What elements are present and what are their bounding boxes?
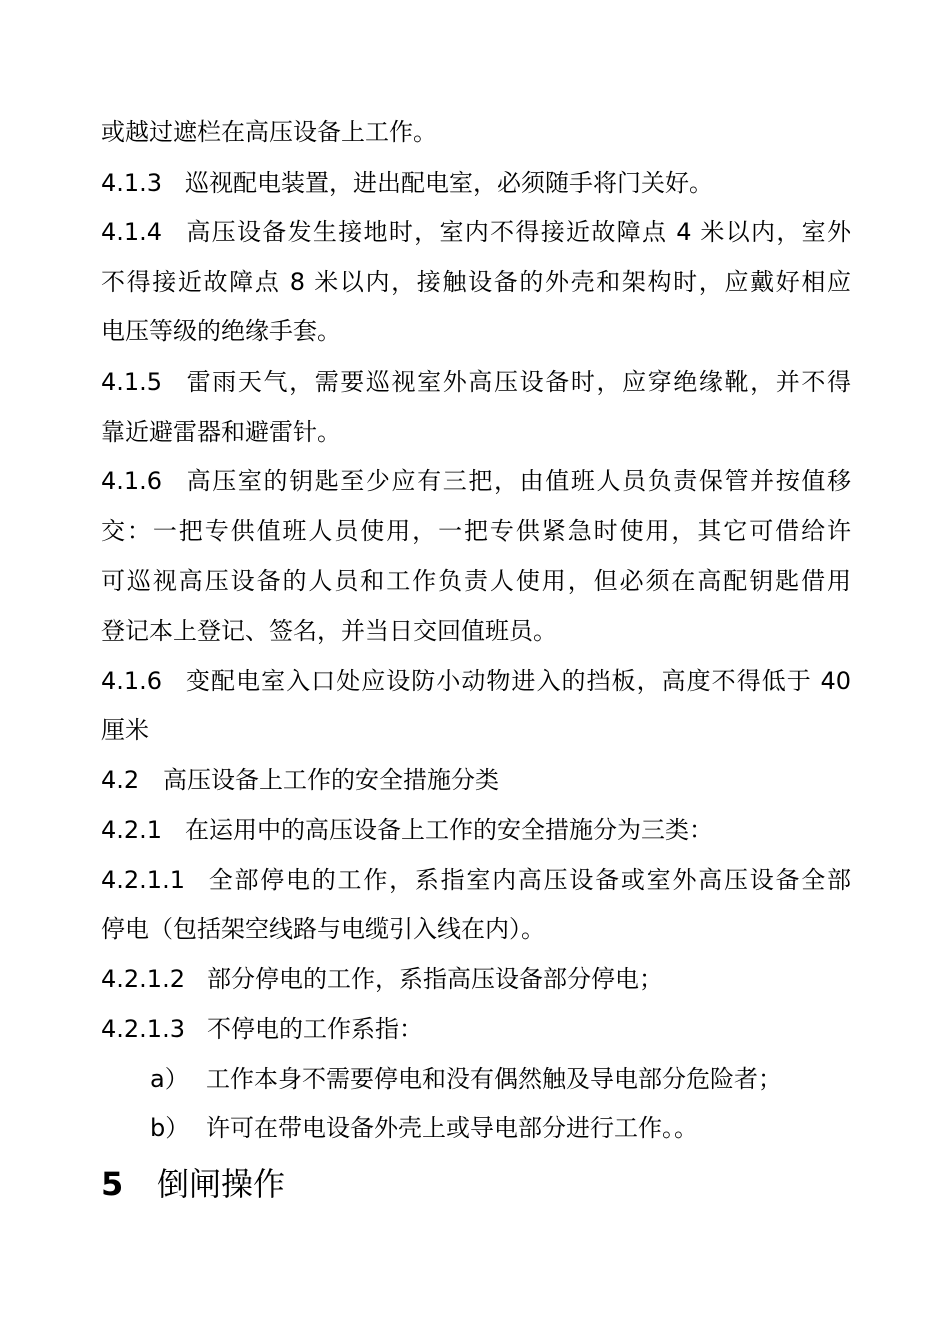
list-item-label: b） [150,1114,190,1142]
clause-text: 高压设备发生接地时，室内不得接近故障点 4 米以内，室外 [185,218,851,246]
chapter-number: 5 [101,1165,124,1203]
clause-text: 部分停电的工作，系指高压设备部分停电； [207,965,663,993]
clause-4-2-1-1 [101,860,851,900]
clause-4-1-6 [101,461,851,501]
paragraph-line: 靠近避雷器和避雷针。 [101,418,341,446]
clause-number: 4.1.4 [101,218,163,246]
clause-text: 全部停电的工作，系指室内高压设备或室外高压设备全部 [207,866,851,894]
clause-number: 4.2.1.2 [101,965,185,993]
paragraph-line: 不得接近故障点 8 米以内，接触设备的外壳和架构时，应戴好相应 [101,268,851,296]
paragraph-line: 停电（包括架空线路与电缆引入线在内）。 [101,915,545,943]
clause-4-2-1 [101,810,851,850]
paragraph-line: 交：一把专供值班人员使用，一把专供紧急时使用，其它可借给许 [101,517,851,545]
clause-text: 高压室的钥匙至少应有三把，由值班人员负责保管并按值移 [185,467,851,495]
clause-number: 4.1.5 [101,368,163,396]
paragraph-line: 可巡视高压设备的人员和工作负责人使用，但必须在高配钥匙借用 [101,567,851,595]
clause-text: 雷雨天气，需要巡视室外高压设备时，应穿绝缘靴，并不得 [185,368,851,396]
clause-4-1-4 [101,212,851,252]
clause-number: 4.1.6 [101,467,163,495]
clause-number: 4.1.6 [101,667,163,695]
section-number: 4.2 [101,766,140,794]
clause-4-1-5 [101,362,851,402]
list-item-text: 工作本身不需要停电和没有偶然触及导电部分危险者； [206,1065,782,1093]
clause-number: 4.2.1.3 [101,1015,185,1043]
clause-4-1-3 [101,163,851,203]
clause-number: 4.2.1 [101,816,163,844]
clause-text: 变配电室入口处应设防小动物进入的挡板，高度不得低于 40 [185,667,851,695]
clause-number: 4.2.1.1 [101,866,185,894]
chapter-title: 倒闸操作 [157,1165,286,1203]
chapter-heading [101,1160,285,1208]
clause-4-2-1-3 [101,1009,851,1049]
list-item-text: 许可在带电设备外壳上或导电部分进行工作。。 [206,1114,698,1142]
clause-4-1-6-second [101,661,851,701]
list-item-a [150,1059,851,1099]
section-4-2 [101,760,851,800]
paragraph-line: 登记本上登记、签名，并当日交回值班员。 [101,617,557,645]
clause-text: 不停电的工作系指： [207,1015,423,1043]
paragraph-line: 电压等级的绝缘手套。 [101,317,341,345]
list-item-b [150,1108,851,1148]
paragraph-line: 或越过遮栏在高压设备上工作。 [101,118,437,146]
clause-text: 在运用中的高压设备上工作的安全措施分为三类： [185,816,713,844]
clause-text: 巡视配电装置，进出配电室，必须随手将门关好。 [185,169,713,197]
list-item-label: a） [150,1065,189,1093]
clause-4-2-1-2 [101,959,851,999]
clause-number: 4.1.3 [101,169,163,197]
paragraph-line: 厘米 [101,716,149,744]
section-title: 高压设备上工作的安全措施分类 [163,766,499,794]
